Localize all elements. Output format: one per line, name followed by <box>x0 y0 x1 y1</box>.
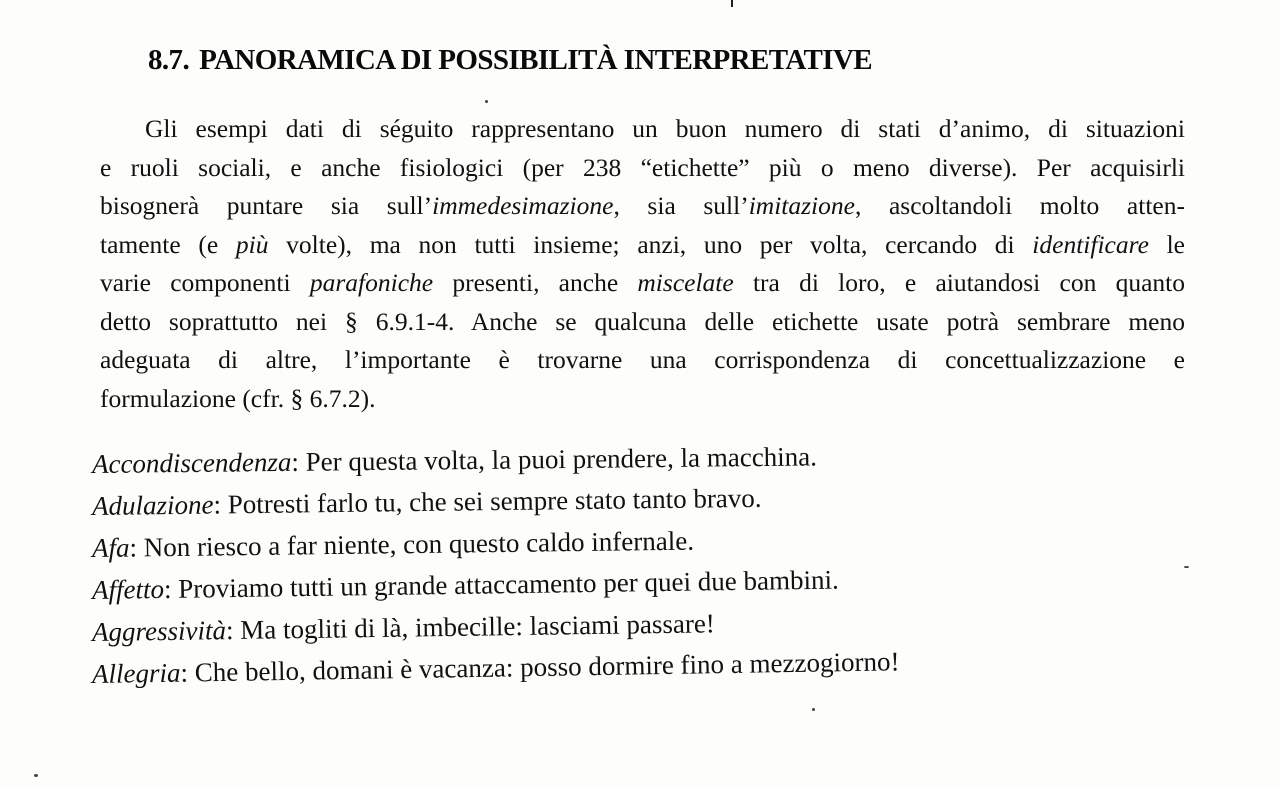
text-run: le <box>1148 229 1185 259</box>
example-sentence: : Non riesco a far niente, con questo caldo infernale. <box>129 525 695 563</box>
page-edge-mark <box>731 0 733 7</box>
emphasized-word: identificare <box>1032 229 1149 259</box>
text-run: tra di loro, e aiutandosi con quanto <box>733 268 1185 297</box>
section-number: 8.7. <box>148 44 190 76</box>
text-run: , sia sull’ <box>613 191 749 220</box>
paragraph-line <box>100 380 1185 419</box>
text-run: e ruoli sociali, e anche fisiologici (per 238 “etichette” più o meno diverse). Per acquisirli <box>100 152 1185 182</box>
text-run: varie componenti <box>100 268 310 297</box>
example-sentence: : Per questa volta, la puoi prendere, la macchina. <box>291 441 818 477</box>
section-title: PANORAMICA DI POSSIBILITÀ INTERPRETATIVE <box>199 44 873 76</box>
text-run: presenti, anche <box>433 268 638 297</box>
example-sentence: : Che bello, domani è vacanza: posso dormire fino a mezzogiorno! <box>180 646 900 688</box>
paragraph-line <box>100 341 1185 380</box>
paragraph-line <box>100 149 1185 188</box>
section-heading <box>148 44 872 77</box>
emphasized-word: immedesimazione <box>432 191 614 220</box>
paragraph-line <box>100 110 1185 149</box>
example-term: Allegria <box>91 657 181 689</box>
emphasized-word: parafoniche <box>309 268 434 297</box>
text-run: adeguata di altre, l’importante è trovarne una corrispondenza di concettualizzazione e <box>100 345 1185 374</box>
scan-speck <box>485 100 488 103</box>
emphasized-word: più <box>235 229 269 259</box>
example-term: Accondiscendenza <box>91 446 292 479</box>
example-sentence: : Potresti farlo tu, che sei sempre stato tanto bravo. <box>213 482 762 520</box>
example-term: Affetto <box>91 573 165 605</box>
paragraph-line <box>100 264 1185 303</box>
scan-speck <box>812 708 815 711</box>
text-run: volte), ma non tutti insieme; anzi, uno per volta, cercando di <box>268 229 1033 259</box>
example-sentence: : Proviamo tutti un grande attaccamento per quei due bambini. <box>163 564 839 604</box>
text-run: , ascoltandoli molto atten- <box>854 191 1185 220</box>
example-term: Aggressività <box>91 615 227 647</box>
emphasized-word: miscelate <box>637 268 734 297</box>
text-run: formulazione (cfr. § 6.7.2). <box>100 383 376 413</box>
example-sentence: : Ma togliti di là, imbecille: lasciami passare! <box>225 608 716 646</box>
emphasized-word: imitazione <box>748 191 855 220</box>
scan-speck <box>1184 566 1189 568</box>
scan-speck <box>34 774 38 777</box>
text-run: tamente (e <box>100 229 236 259</box>
paragraph-line <box>100 303 1185 342</box>
example-term: Adulazione <box>91 489 214 521</box>
text-run: detto soprattutto nei § 6.9.1-4. Anche se qualcuna delle etichette usate potrà sembrare meno <box>100 306 1185 336</box>
paragraph-line <box>100 226 1185 265</box>
paragraph-line <box>100 187 1185 226</box>
intro-paragraph <box>100 110 1185 418</box>
text-run: bisognerà puntare sia sull’ <box>100 191 433 220</box>
examples-list <box>92 443 1092 695</box>
example-term: Afa <box>91 532 130 563</box>
text-run: Gli esempi dati di séguito rappresentano un buon numero di stati d’animo, di situazioni <box>145 114 1185 143</box>
